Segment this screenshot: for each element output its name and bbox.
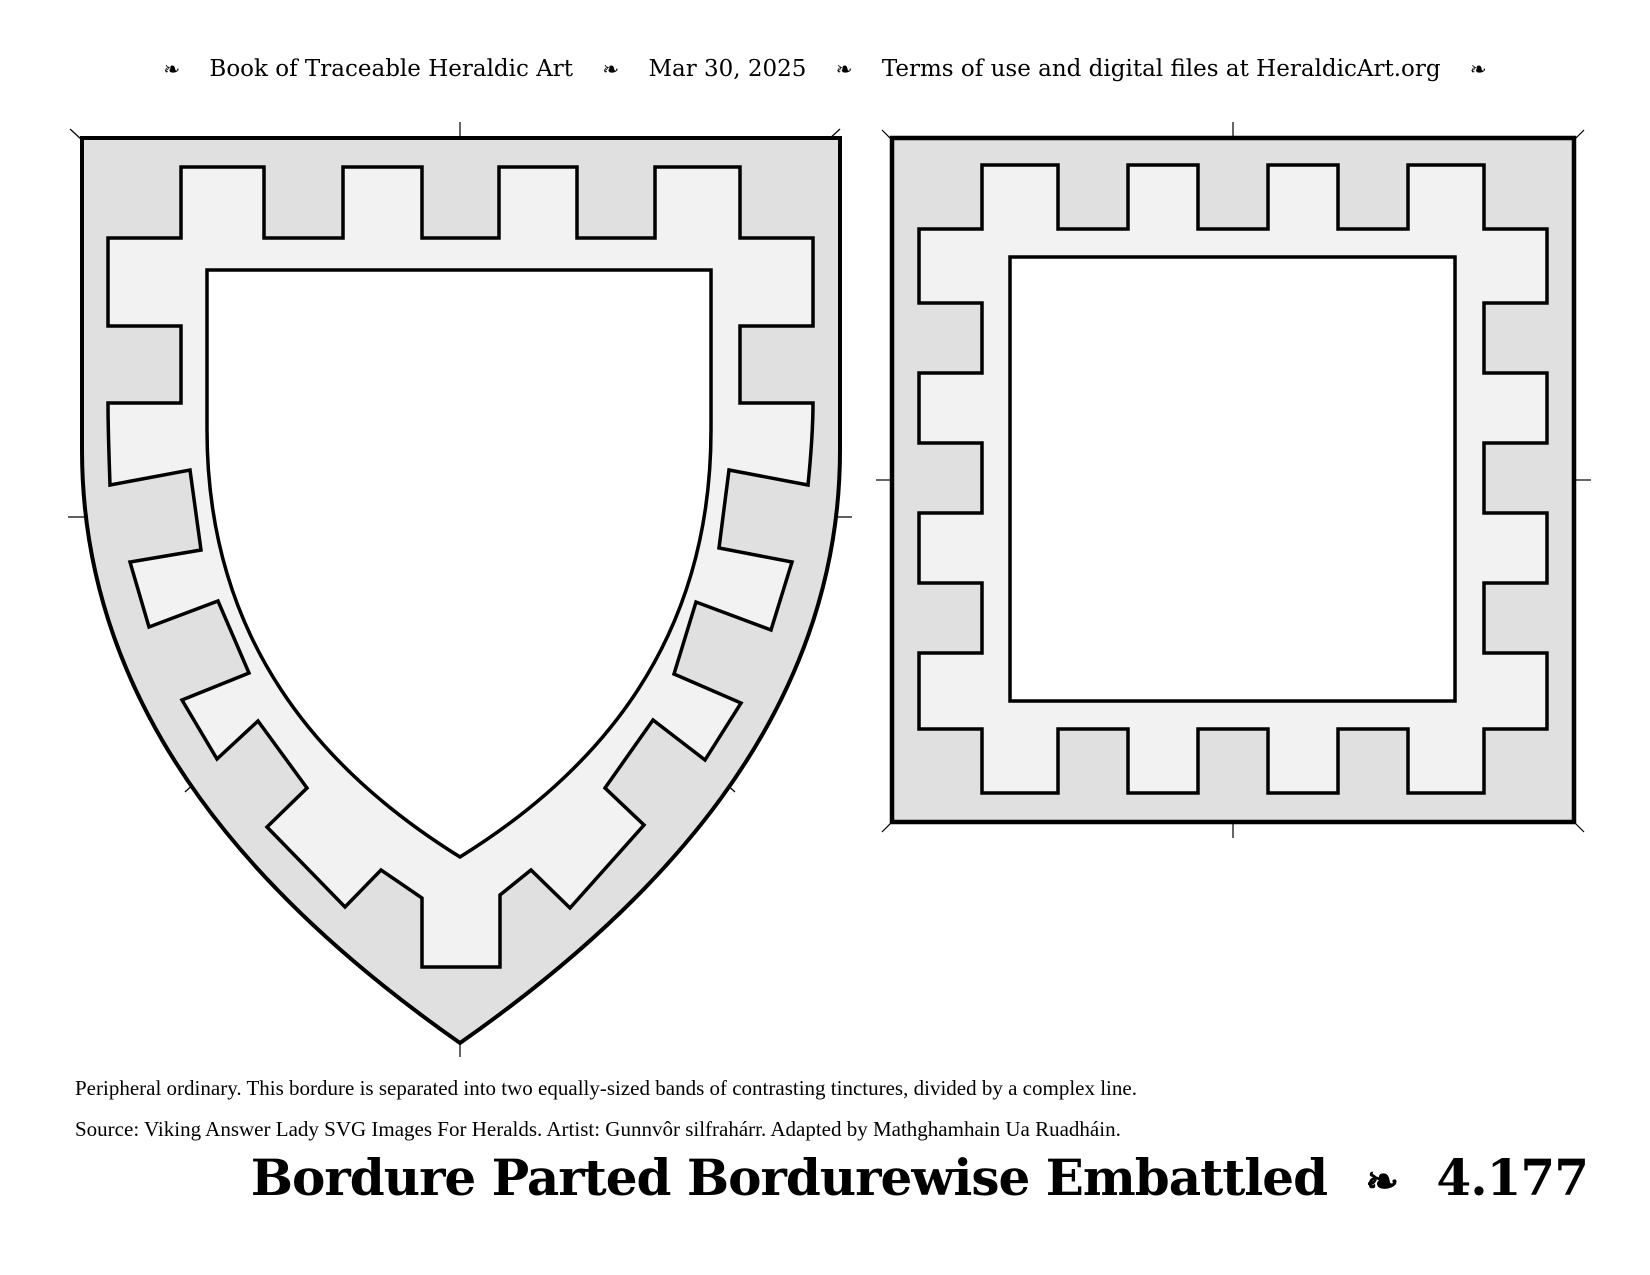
heater-shield — [68, 122, 852, 1057]
source-caption: Source: Viking Answer Lady SVG Images For Heralds. Artist: Gunnvôr silfrahárr. Adapted by Mathghamhain Ua Ruadháin. — [75, 1117, 1121, 1141]
fleuron-icon: ❧ — [835, 57, 853, 81]
fleuron-icon: ❧ — [163, 57, 181, 81]
plate-title — [251, 1148, 1588, 1207]
banner-field — [1010, 257, 1455, 701]
fleuron-icon: ❧ — [602, 57, 620, 81]
description-caption: Peripheral ordinary. This bordure is separated into two equally-sized bands of contrasting tinctures, divided by a complex line. — [75, 1076, 1137, 1100]
fleuron-icon: ❧ — [1469, 57, 1487, 81]
plate-number: 4.177 — [1436, 1148, 1588, 1207]
header-date: Mar 30, 2025 — [648, 56, 807, 82]
charge-name: Bordure Parted Bordurewise Embattled — [250, 1148, 1328, 1207]
square-banner — [876, 122, 1591, 838]
fleuron-icon: ❧ — [1365, 1158, 1398, 1205]
terms-link-text: Terms of use and digital files at HeraldicArt.org — [881, 56, 1441, 82]
book-title: Book of Traceable Heraldic Art — [209, 56, 574, 82]
